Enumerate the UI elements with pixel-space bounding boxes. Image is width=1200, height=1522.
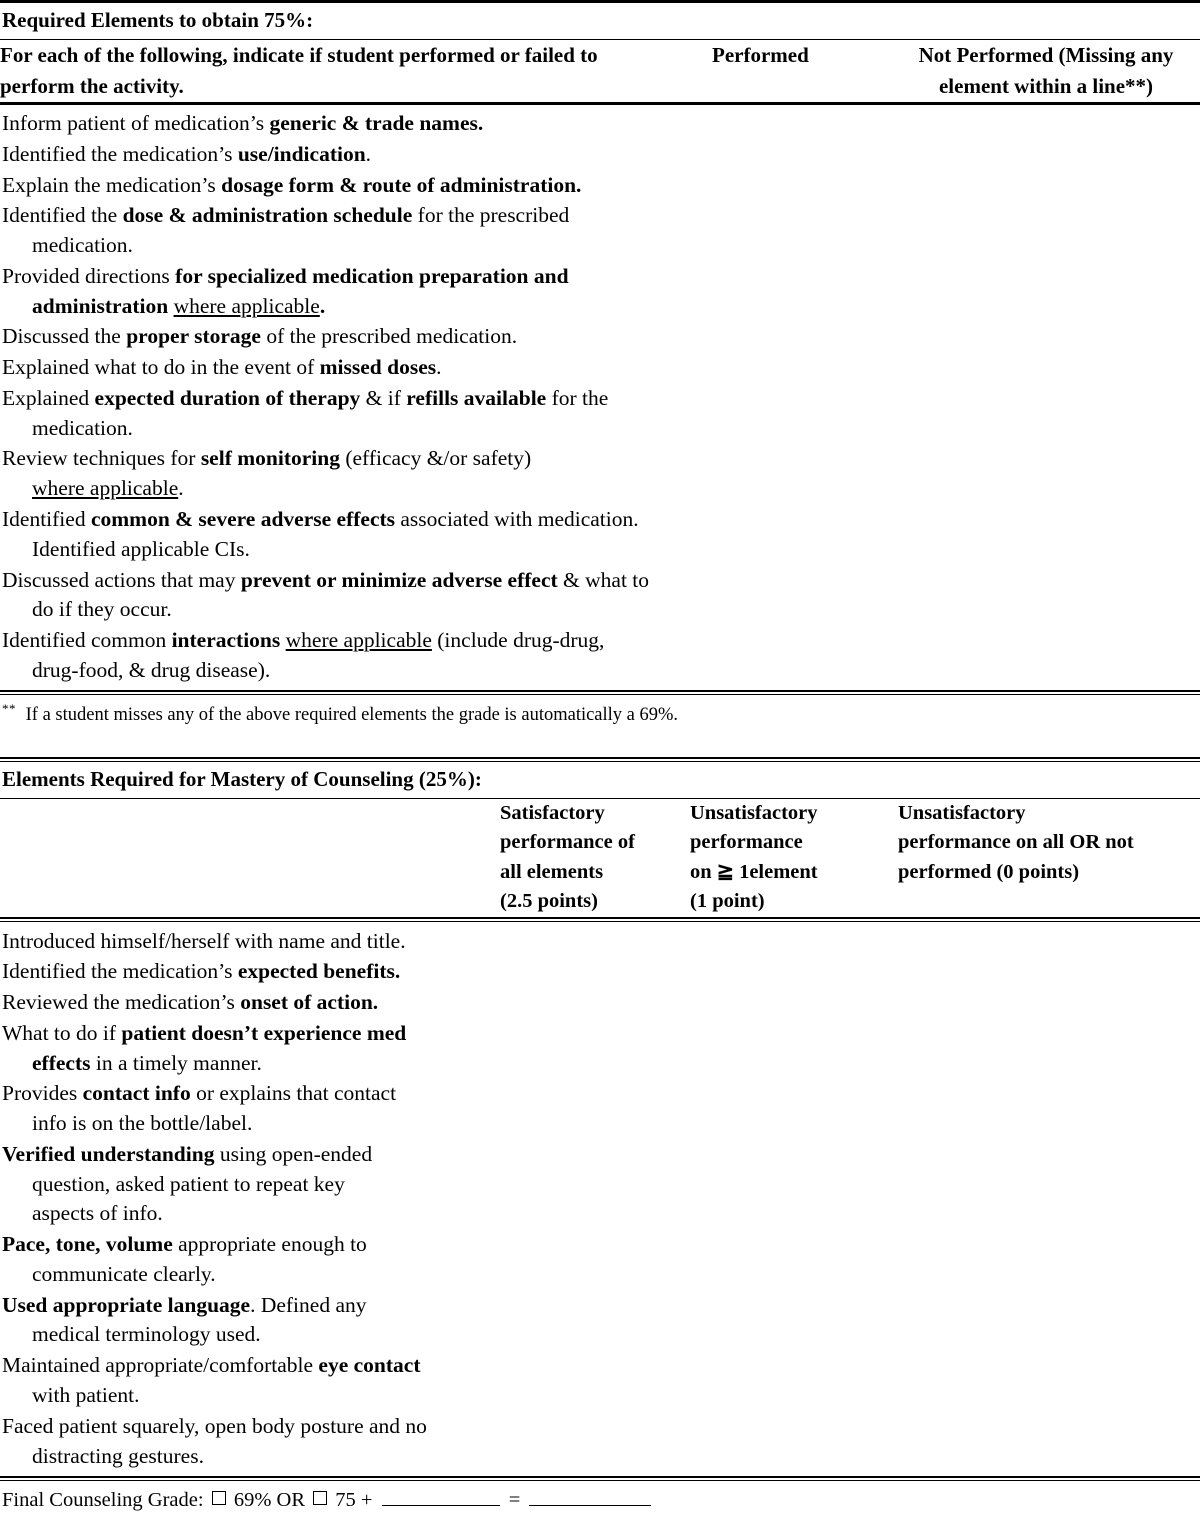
section1-header-description-line2: perform the activity. (0, 73, 184, 98)
section2-column-satisfactory-line4: (2.5 points) (500, 890, 598, 913)
rubric-item-line: Identified the medication’s expected benefits. (2, 959, 401, 984)
rubric-item-line: Identified common interactions where applicable (include drug-drug, (2, 628, 605, 653)
section2-column-unsatisfactory-one-line3: on ≧ 1element (690, 860, 818, 883)
section1-item-list (0, 105, 1200, 691)
section2-column-unsatisfactory-one-line1: Unsatisfactory (690, 801, 818, 824)
rubric-item-pace-tone-volume (0, 1230, 1200, 1291)
rubric-item-line: Provided directions for specialized medication preparation and (2, 263, 569, 288)
rubric-item-line: Used appropriate language. Defined any (2, 1292, 367, 1317)
rubric-item-specialized-preparation (0, 261, 1200, 322)
final-grade-label: Final Counseling Grade: (2, 1488, 204, 1511)
rubric-item-line: Inform patient of medication’s generic & trade names. (2, 111, 484, 136)
section1-header-row (0, 40, 1200, 102)
rubric-item-self-monitoring (0, 444, 1200, 505)
rubric-item-verified-understanding (0, 1139, 1200, 1229)
rubric-item-line: distracting gestures. (32, 1443, 204, 1468)
section1-column-performed: Performed (712, 42, 809, 67)
rubric-item-generic-trade-names (0, 109, 1200, 140)
final-grade-points-blank[interactable] (382, 1487, 500, 1505)
final-grade-option-a: 69% (233, 1488, 272, 1511)
rubric-item-line: Introduced himself/herself with name and title. (2, 928, 406, 953)
rubric-item-line: info is on the bottle/label. (32, 1111, 253, 1136)
section2-column-unsatisfactory-one-line2: performance (690, 831, 803, 854)
section2-item-list (0, 922, 1200, 1476)
section2-column-unsatisfactory-all (898, 799, 1200, 917)
rubric-item-line: Maintained appropriate/comfortable eye contact (2, 1353, 421, 1378)
final-grade-option-b: 75 (335, 1488, 356, 1511)
rubric-item-line: aspects of info. (32, 1201, 163, 1226)
rubric-item-line: Reviewed the medication’s onset of action. (2, 990, 379, 1015)
final-grade-plus: + (360, 1488, 373, 1511)
rubric-item-line: Discussed actions that may prevent or minimize adverse effect & what to (2, 567, 650, 592)
rubric-item-line: Provides contact info or explains that contact (2, 1081, 397, 1106)
section2-column-satisfactory (500, 799, 690, 917)
section2-column-unsatisfactory-all-line2: performance on all OR not (898, 831, 1134, 854)
rubric-item-prevent-minimize-adverse-effect (0, 565, 1200, 626)
section1-footnote (0, 695, 1200, 735)
final-counseling-grade-line (0, 1481, 1200, 1522)
rubric-item-line: medication. (32, 233, 133, 258)
rubric-item-line: with patient. (32, 1382, 140, 1407)
rubric-item-line: communicate clearly. (32, 1261, 216, 1286)
rubric-item-line: medical terminology used. (32, 1322, 261, 1347)
footnote-marker: ** (2, 701, 16, 717)
footnote-text: If a student misses any of the above required elements the grade is automatically a 69%. (25, 705, 679, 726)
section1-header-table (0, 40, 1200, 102)
rubric-item-line: effects in a timely manner. (32, 1050, 262, 1075)
rubric-item-appropriate-language (0, 1290, 1200, 1351)
section2-column-satisfactory-line3: all elements (500, 860, 604, 883)
rubric-item-use-indication (0, 139, 1200, 170)
final-grade-equals: = (508, 1488, 521, 1511)
rubric-item-dose-administration-schedule (0, 201, 1200, 262)
section2-column-unsatisfactory-one-line4: (1 point) (690, 890, 765, 913)
section2-column-satisfactory-line2: performance of (500, 831, 635, 854)
rubric-item-line: Explain the medication’s dosage form & route of administration. (2, 172, 582, 197)
section2-column-unsatisfactory-one (690, 799, 898, 917)
rubric-item-proper-storage (0, 322, 1200, 353)
section1-column-not-performed-line2: element within a line**) (938, 73, 1154, 98)
section1-column-not-performed (892, 40, 1200, 102)
rubric-item-line: do if they occur. (32, 597, 172, 622)
final-grade-conjunction: OR (276, 1488, 305, 1511)
section1-column-not-performed-line1: Not Performed (Missing any (918, 42, 1174, 67)
rubric-item-expected-benefits (0, 957, 1200, 988)
rubric-item-line: question, asked patient to repeat key (32, 1171, 345, 1196)
checkbox-69-percent[interactable] (212, 1491, 226, 1505)
section2-column-unsatisfactory-all-line3: performed (0 points) (898, 860, 1080, 883)
rubric-item-line: Explained what to do in the event of missed doses. (2, 355, 442, 380)
rubric-item-line: where applicable. (32, 476, 184, 501)
rubric-item-interactions (0, 626, 1200, 687)
rubric-item-body-posture (0, 1411, 1200, 1472)
section2-header-table (0, 799, 1200, 917)
rubric-item-line: medication. (32, 415, 133, 440)
rubric-item-no-med-effects (0, 1018, 1200, 1079)
checkbox-75[interactable] (313, 1491, 327, 1505)
rubric-item-line: Review techniques for self monitoring (efficacy &/or safety) (2, 446, 532, 471)
rubric-item-line: Identified the dose & administration schedule for the prescribed (2, 203, 570, 228)
section2-column-unsatisfactory-all-line1: Unsatisfactory (898, 801, 1026, 824)
section-gap (0, 735, 1200, 757)
rubric-item-line: Faced patient squarely, open body posture and no (2, 1413, 427, 1438)
final-grade-total-blank[interactable] (529, 1487, 651, 1505)
rubric-item-line: Verified understanding using open-ended (2, 1141, 373, 1166)
rubric-item-adverse-effects (0, 504, 1200, 565)
section1-header-description (0, 40, 712, 102)
section2-column-satisfactory-line1: Satisfactory (500, 801, 605, 824)
section1-title: Required Elements to obtain 75%: (2, 8, 314, 32)
rubric-item-line: What to do if patient doesn’t experience med (2, 1020, 407, 1045)
rubric-item-eye-contact (0, 1351, 1200, 1412)
rubric-item-missed-doses (0, 353, 1200, 384)
rubric-item-line: administration where applicable. (32, 293, 326, 318)
rubric-item-line: drug-food, & drug disease). (32, 657, 271, 682)
section2-header-row (0, 799, 1200, 917)
rubric-item-line: Pace, tone, volume appropriate enough to (2, 1232, 367, 1257)
rubric-item-line: Discussed the proper storage of the prescribed medication. (2, 324, 518, 349)
rubric-item-onset-of-action (0, 988, 1200, 1019)
rubric-item-introduced-name-title (0, 926, 1200, 957)
section2-header-blank-cell (0, 799, 500, 917)
rubric-item-dosage-form-route (0, 170, 1200, 201)
rubric-item-line: Identified common & severe adverse effects associated with medication. (2, 506, 639, 531)
rubric-item-contact-info (0, 1079, 1200, 1140)
rubric-item-line: Explained expected duration of therapy & if refills available for the (2, 385, 609, 410)
rubric-item-duration-refills (0, 383, 1200, 444)
section1-header-description-line1: For each of the following, indicate if student performed or failed to (0, 42, 598, 67)
rubric-item-line: Identified the medication’s use/indication. (2, 141, 372, 166)
section2-title: Elements Required for Mastery of Counseling (25%): (2, 767, 482, 792)
rubric-item-line: Identified applicable CIs. (32, 536, 250, 561)
